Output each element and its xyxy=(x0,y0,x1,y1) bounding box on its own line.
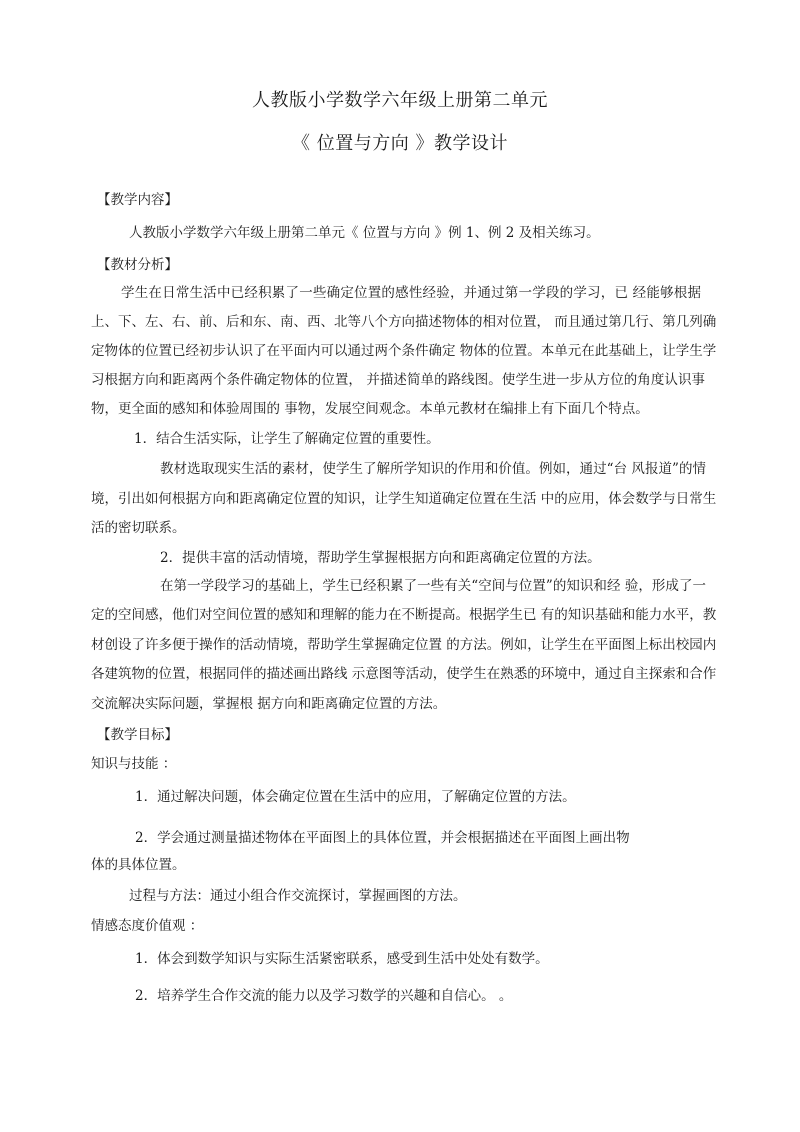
point-2-line: 交流解决实际问题，掌握根 据方向和距离确定位置的方法。 xyxy=(91,696,447,712)
knowledge-heading: 知识与技能 ： xyxy=(91,756,177,772)
point-1-line: 活的密切联系。 xyxy=(91,520,186,536)
document-title: 人教版小学数学六年级上册第二单元 xyxy=(252,90,548,111)
point-2-line: 材创设了许多便于操作的活动情境，帮助学生掌握确定位置 的方法。例如，让学生在平面图上标出校园内 xyxy=(91,637,717,653)
knowledge-item-2-cont: 体的具体位置。 xyxy=(91,857,186,873)
analysis-line: 上、下、左、右、前、后和东、南、西、北等八个方向描述物体的相对位置， 而且通过第几行、第几列确 xyxy=(91,314,717,330)
point-2-line: 在第一学段学习的基础上，学生已经积累了一些有关“空间与位置”的知识和经 验，形成了一 xyxy=(160,578,706,594)
point-2-line: 定的空间感，他们对空间位置的感知和理解的能力在不断提高。根据学生已 有的知识基础和能力水平，教 xyxy=(91,607,717,623)
analysis-line: 习根据方向和距离两个条件确定物体的位置， 并描述简单的路线图。使学生进一步从方位的角度认识事 xyxy=(91,372,705,388)
emotion-item-2: 2．培养学生合作交流的能力以及学习数学的兴趣和自信心。 。 xyxy=(135,988,513,1004)
point-2-heading: 2．提供丰富的活动情境，帮助学生掌握根据方向和距离确定位置的方法。 xyxy=(160,550,601,566)
emotion-heading: 情感态度价值观 ： xyxy=(91,918,204,934)
analysis-line: 学生在日常生活中已经积累了一些确定位置的感性经验，并通过第一学段的学习，已 经能够根据 xyxy=(121,285,701,301)
point-2-line: 各建筑物的位置，根据同伴的描述画出路线 示意图等活动，使学生在熟悉的环境中，通过自主探索和合作 xyxy=(91,666,717,682)
analysis-line: 定物体的位置已经初步认识了在平面内可以通过两个条件确定 物体的位置。本单元在此基础上，让学生学 xyxy=(91,343,717,359)
point-1-heading: 1．结合生活实际，让学生了解确定位置的重要性。 xyxy=(134,431,440,447)
knowledge-item-2: 2．学会通过测量描述物体在平面图上的具体位置，并会根据描述在平面图上画出物 xyxy=(135,830,630,846)
point-1-line: 境，引出如何根据方向和距离确定位置的知识，让学生知道确定位置在生活 中的应用，体会数学与日常生 xyxy=(91,491,717,507)
content-text: 人教版小学数学六年级上册第二单元《 位置与方向 》例 1、例 2 及相关练习。 xyxy=(129,225,600,241)
process-goal: 过程与方法：通过小组合作交流探讨，掌握画图的方法。 xyxy=(129,888,467,904)
section-heading-content: 【教学内容】 xyxy=(97,192,178,208)
section-heading-goals: 【教学目标】 xyxy=(97,727,178,743)
point-1-line: 教材选取现实生活的素材，使学生了解所学知识的作用和价值。例如，通过“台 风报道”的情 xyxy=(160,461,706,477)
document-subtitle: 《 位置与方向 》教学设计 xyxy=(292,133,508,154)
emotion-item-1: 1．体会到数学知识与实际生活紧密联系，感受到生活中处处有数学。 xyxy=(135,951,549,967)
knowledge-item-1: 1．通过解决问题，体会确定位置在生活中的应用，了解确定位置的方法。 xyxy=(135,789,576,805)
analysis-line: 物，更全面的感知和体验周围的 事物，发展空间观念。本单元教材在编排上有下面几个特点。 xyxy=(91,401,649,417)
section-heading-analysis: 【教材分析】 xyxy=(97,257,178,273)
